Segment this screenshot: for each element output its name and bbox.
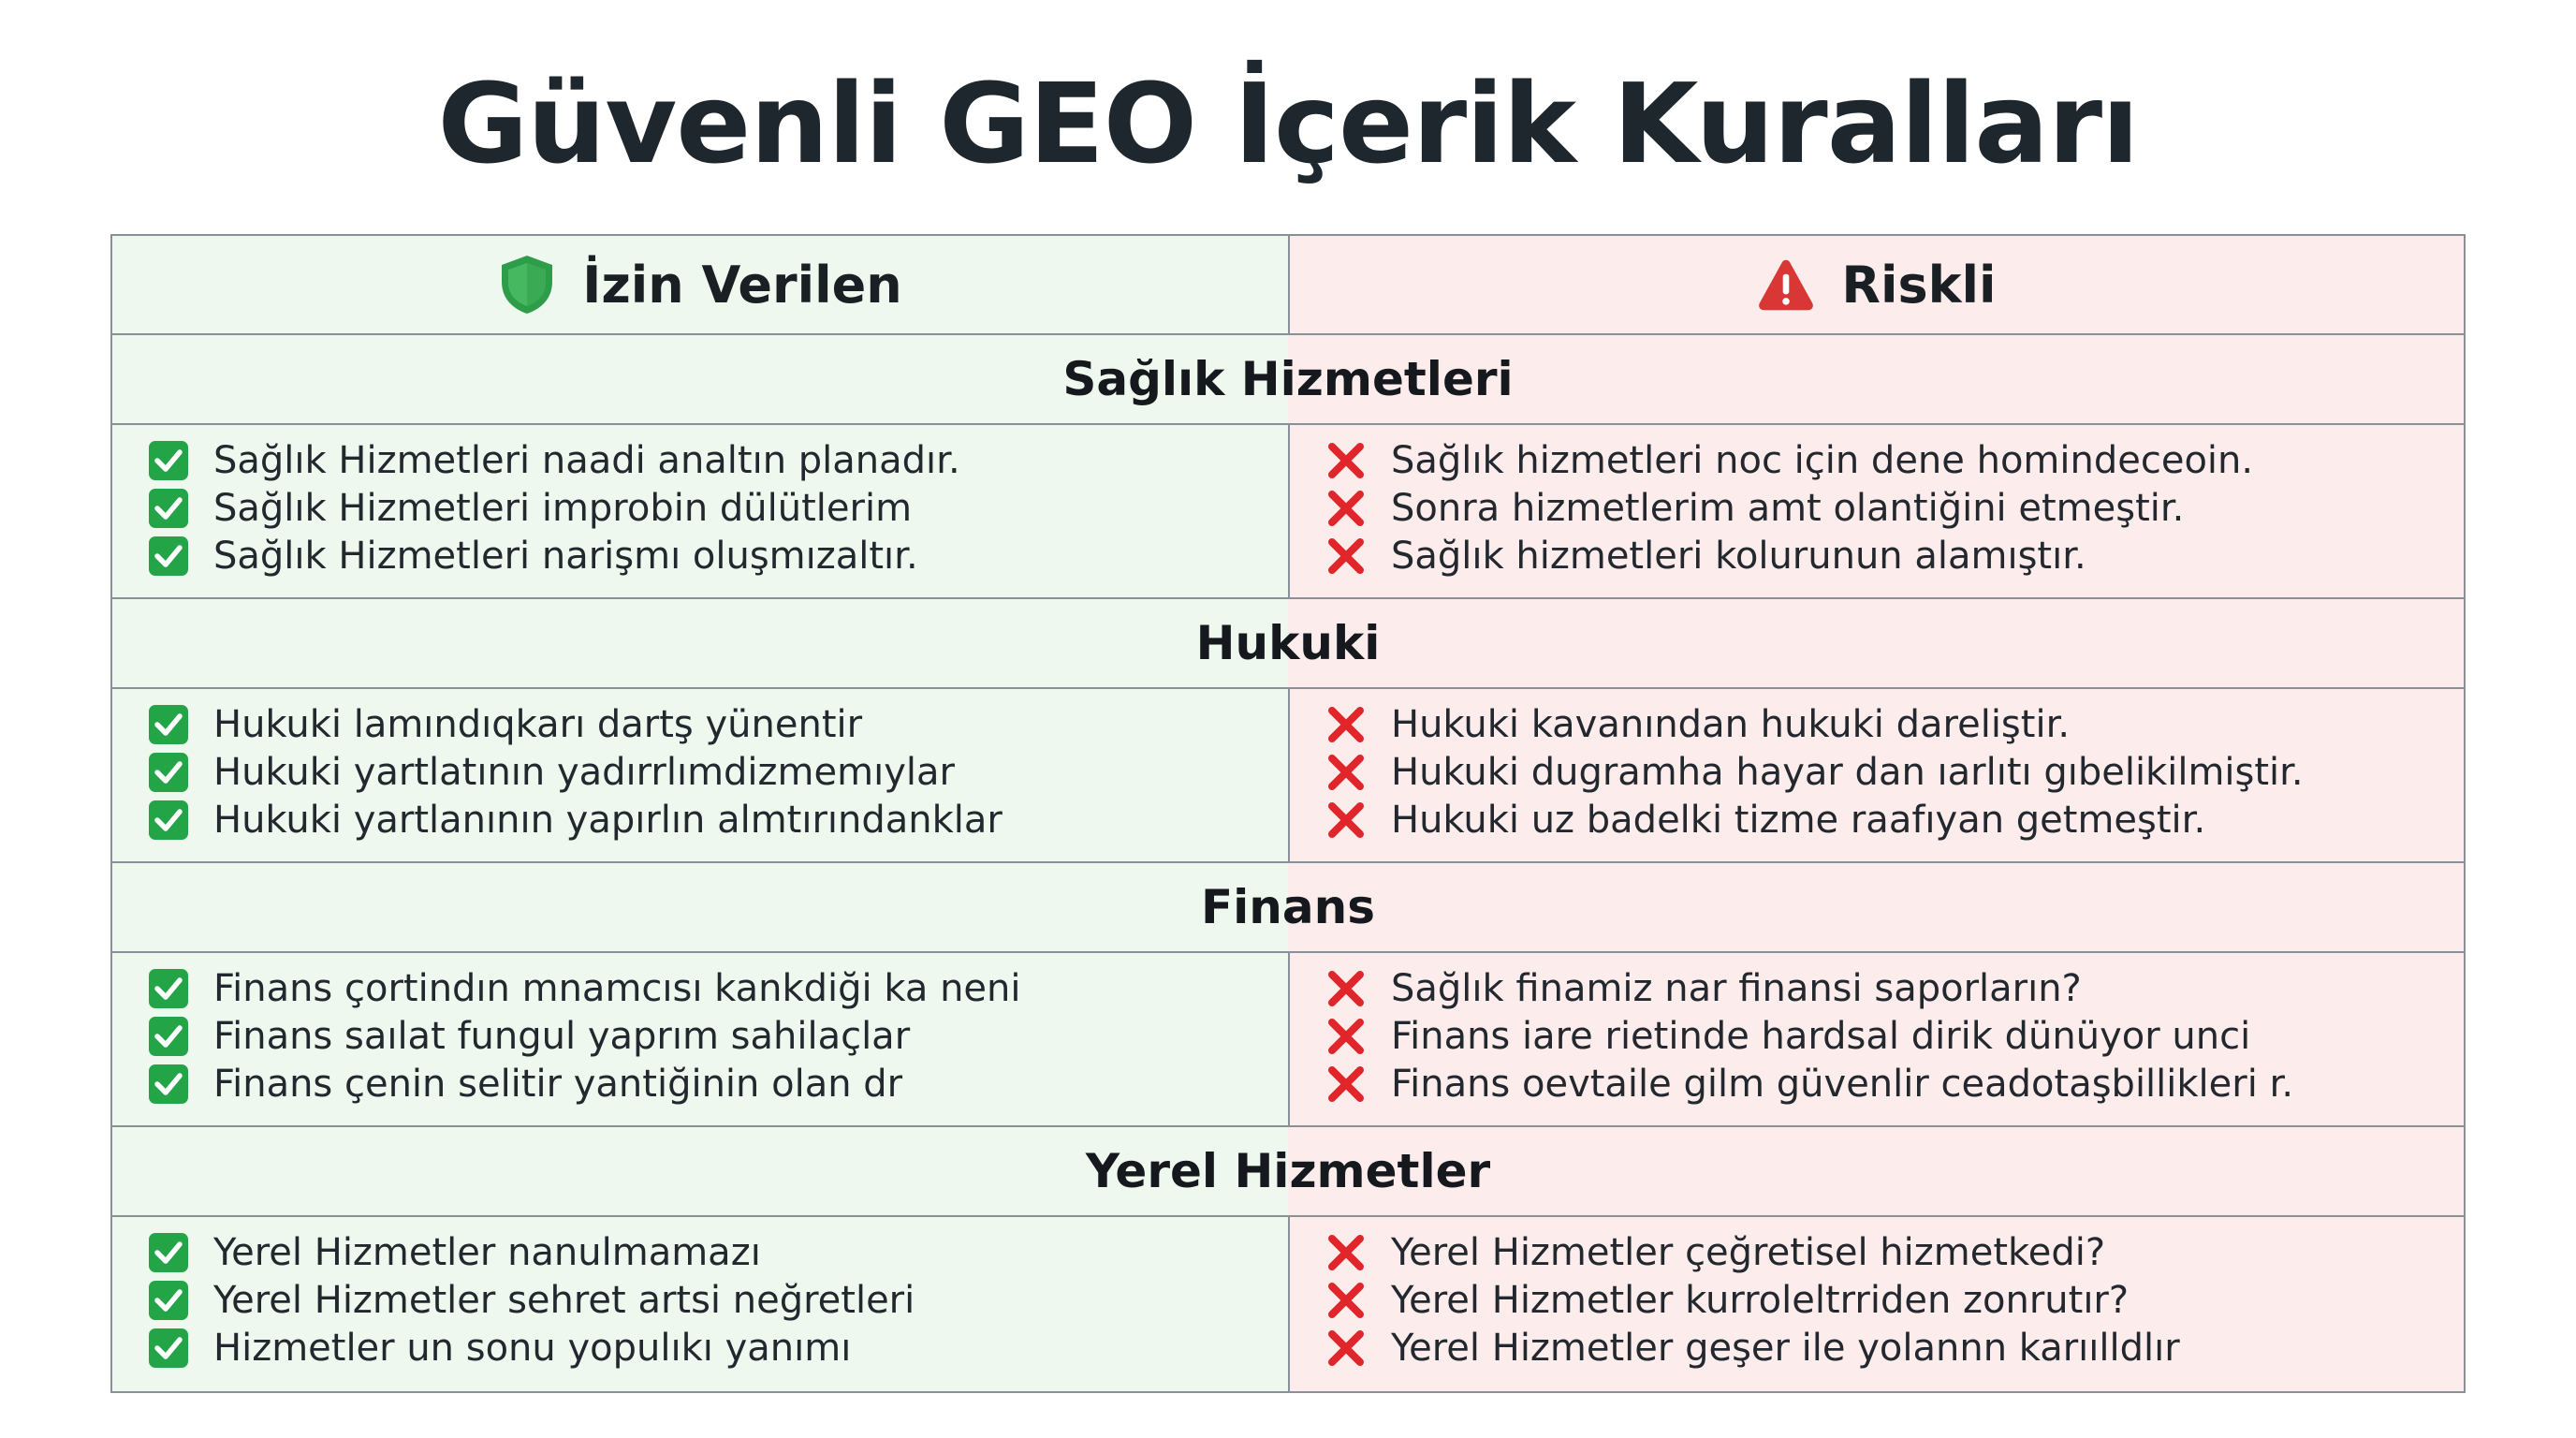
check-icon xyxy=(148,704,189,745)
cross-icon xyxy=(1325,1064,1367,1105)
allowed-item: Sağlık Hizmetleri naadi analtın planadır. xyxy=(148,436,1288,484)
section-title: Sağlık Hizmetleri xyxy=(112,335,2464,425)
allowed-item: Hukuki lamındıqkarı dartş yünentir xyxy=(148,700,1288,748)
check-icon xyxy=(148,752,189,793)
warning-triangle-icon xyxy=(1757,254,1815,315)
risky-list xyxy=(1290,953,2464,1127)
section-title: Hukuki xyxy=(112,599,2464,689)
cross-icon xyxy=(1325,800,1367,841)
risky-item: Sağlık finamiz nar finansi saporların? xyxy=(1325,964,2464,1012)
risky-item: Sağlık hizmetleri kolurunun alamıştır. xyxy=(1325,532,2464,580)
check-icon xyxy=(148,1064,189,1105)
risky-item: Hukuki uz badelki tizme raafıyan getmeştir. xyxy=(1325,796,2464,844)
allowed-item: Finans saılat fungul yaprım sahilaçlar xyxy=(148,1012,1288,1060)
risky-item: Finans iare rietinde hardsal dirik dünüyor unci xyxy=(1325,1012,2464,1060)
allowed-list xyxy=(112,689,1290,863)
cross-icon xyxy=(1325,752,1367,793)
cross-icon xyxy=(1325,704,1367,745)
allowed-item: Finans çortindın mnamcısı kankdiği ka neni xyxy=(148,964,1288,1012)
cross-icon xyxy=(1325,968,1367,1009)
check-icon xyxy=(148,440,189,481)
column-header-risky-label: Riskli xyxy=(1841,255,1997,315)
cross-icon xyxy=(1325,488,1367,529)
cross-icon xyxy=(1325,1232,1367,1273)
check-icon xyxy=(148,488,189,529)
risky-item: Hukuki dugramha hayar dan ıarlıtı gıbelikilmiştir. xyxy=(1325,748,2464,796)
risky-list xyxy=(1290,689,2464,863)
column-header-risky xyxy=(1290,236,2464,335)
column-header-allowed-label: İzin Verilen xyxy=(582,255,902,315)
risky-item: Yerel Hizmetler kurroleltrriden zonrutır? xyxy=(1325,1276,2464,1324)
allowed-item: Sağlık Hizmetleri narişmı oluşmızaltır. xyxy=(148,532,1288,580)
check-icon xyxy=(148,536,189,577)
page-title: Güvenli GEO İçerik Kuralları xyxy=(437,59,2139,188)
risky-item: Sonra hizmetlerim amt olantiğini etmeştir. xyxy=(1325,484,2464,532)
allowed-item: Yerel Hizmetler nanulmamazı xyxy=(148,1228,1288,1276)
cross-icon xyxy=(1325,536,1367,577)
cross-icon xyxy=(1325,1328,1367,1369)
section-title: Finans xyxy=(112,863,2464,953)
section-title: Yerel Hizmetler xyxy=(112,1127,2464,1217)
risky-item: Finans oevtaile gilm güvenlir ceadotaşbillikleri r. xyxy=(1325,1060,2464,1108)
cross-icon xyxy=(1325,440,1367,481)
allowed-list xyxy=(112,425,1290,599)
allowed-item: Sağlık Hizmetleri improbin dülütlerim xyxy=(148,484,1288,532)
risky-item: Sağlık hizmetleri noc için dene homindeceoin. xyxy=(1325,436,2464,484)
check-icon xyxy=(148,1280,189,1321)
risky-list xyxy=(1290,1217,2464,1391)
allowed-item: Hukuki yartlanının yapırlın almtırındanklar xyxy=(148,796,1288,844)
column-header-allowed xyxy=(112,236,1290,335)
check-icon xyxy=(148,1232,189,1273)
risky-item: Hukuki kavanından hukuki dareliştir. xyxy=(1325,700,2464,748)
check-icon xyxy=(148,1016,189,1057)
check-icon xyxy=(148,800,189,841)
allowed-item: Yerel Hizmetler sehret artsi neğretleri xyxy=(148,1276,1288,1324)
allowed-list xyxy=(112,953,1290,1127)
check-icon xyxy=(148,1328,189,1369)
check-icon xyxy=(148,968,189,1009)
risky-item: Yerel Hizmetler geşer ile yolannn karıılldlır xyxy=(1325,1324,2464,1372)
shield-check-icon xyxy=(498,254,556,315)
rules-table xyxy=(110,234,2466,1393)
allowed-item: Finans çenin selitir yantiğinin olan dr xyxy=(148,1060,1288,1108)
risky-item: Yerel Hizmetler çeğretisel hizmetkedi? xyxy=(1325,1228,2464,1276)
cross-icon xyxy=(1325,1280,1367,1321)
cross-icon xyxy=(1325,1016,1367,1057)
allowed-item: Hukuki yartlatının yadırrlımdizmemıylar xyxy=(148,748,1288,796)
risky-list xyxy=(1290,425,2464,599)
allowed-item: Hizmetler un sonu yopulıkı yanımı xyxy=(148,1324,1288,1372)
allowed-list xyxy=(112,1217,1290,1391)
